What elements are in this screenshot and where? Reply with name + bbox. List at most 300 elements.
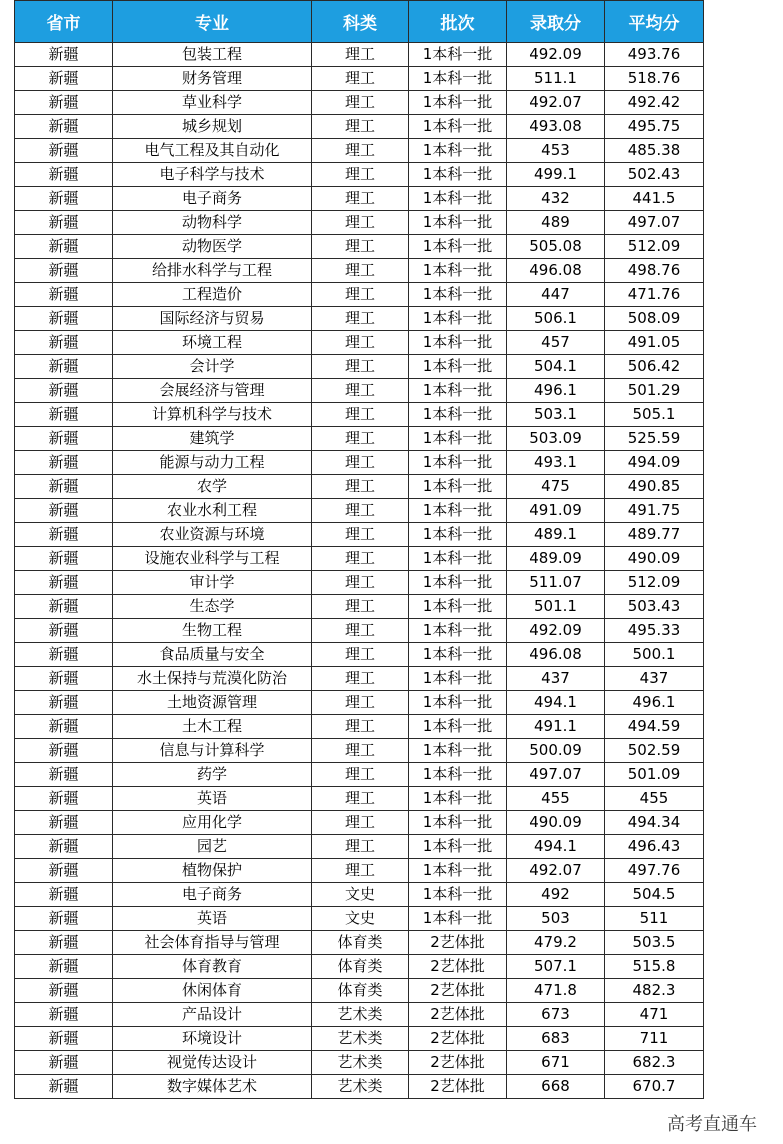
cell-province: 新疆 [15, 115, 113, 139]
cell-batch: 1本科一批 [409, 763, 507, 787]
cell-major: 农业资源与环境 [113, 523, 312, 547]
cell-category: 理工 [312, 571, 409, 595]
cell-major: 计算机科学与技术 [113, 403, 312, 427]
cell-major: 城乡规划 [113, 115, 312, 139]
cell-category: 理工 [312, 91, 409, 115]
watermark-text: 高考直通车 [667, 1114, 757, 1135]
cell-admission-score: 479.2 [507, 931, 605, 955]
cell-admission-score: 668 [507, 1075, 605, 1099]
table-row [15, 691, 704, 715]
cell-province: 新疆 [15, 43, 113, 67]
cell-average-score: 482.3 [605, 979, 704, 1003]
cell-admission-score: 503.1 [507, 403, 605, 427]
cell-average-score: 491.75 [605, 499, 704, 523]
cell-category: 理工 [312, 211, 409, 235]
cell-category: 理工 [312, 67, 409, 91]
cell-batch: 1本科一批 [409, 787, 507, 811]
cell-admission-score: 671 [507, 1051, 605, 1075]
cell-province: 新疆 [15, 499, 113, 523]
cell-category: 文史 [312, 907, 409, 931]
cell-major: 动物科学 [113, 211, 312, 235]
cell-province: 新疆 [15, 91, 113, 115]
cell-batch: 2艺体批 [409, 931, 507, 955]
cell-batch: 1本科一批 [409, 355, 507, 379]
cell-major: 动物医学 [113, 235, 312, 259]
cell-average-score: 441.5 [605, 187, 704, 211]
cell-major: 草业科学 [113, 91, 312, 115]
table-body [15, 43, 704, 1099]
table-row [15, 259, 704, 283]
table-row [15, 283, 704, 307]
header-row [15, 1, 704, 43]
cell-major: 财务管理 [113, 67, 312, 91]
cell-category: 理工 [312, 763, 409, 787]
cell-category: 理工 [312, 835, 409, 859]
cell-category: 体育类 [312, 955, 409, 979]
cell-admission-score: 507.1 [507, 955, 605, 979]
cell-major: 电子商务 [113, 883, 312, 907]
table-row [15, 547, 704, 571]
cell-batch: 2艺体批 [409, 979, 507, 1003]
cell-average-score: 512.09 [605, 235, 704, 259]
cell-province: 新疆 [15, 931, 113, 955]
cell-average-score: 496.43 [605, 835, 704, 859]
cell-category: 理工 [312, 523, 409, 547]
cell-admission-score: 503.09 [507, 427, 605, 451]
cell-average-score: 503.43 [605, 595, 704, 619]
cell-major: 国际经济与贸易 [113, 307, 312, 331]
cell-average-score: 485.38 [605, 139, 704, 163]
table-row [15, 811, 704, 835]
table-row [15, 907, 704, 931]
cell-average-score: 511 [605, 907, 704, 931]
table-row [15, 331, 704, 355]
cell-major: 工程造价 [113, 283, 312, 307]
cell-category: 理工 [312, 379, 409, 403]
cell-major: 农学 [113, 475, 312, 499]
cell-admission-score: 490.09 [507, 811, 605, 835]
cell-average-score: 682.3 [605, 1051, 704, 1075]
cell-batch: 1本科一批 [409, 331, 507, 355]
cell-batch: 1本科一批 [409, 427, 507, 451]
cell-admission-score: 501.1 [507, 595, 605, 619]
table-row [15, 955, 704, 979]
cell-category: 理工 [312, 139, 409, 163]
cell-average-score: 503.5 [605, 931, 704, 955]
table-row [15, 619, 704, 643]
cell-batch: 1本科一批 [409, 67, 507, 91]
cell-major: 能源与动力工程 [113, 451, 312, 475]
cell-average-score: 670.7 [605, 1075, 704, 1099]
cell-batch: 1本科一批 [409, 619, 507, 643]
cell-admission-score: 493.08 [507, 115, 605, 139]
cell-category: 艺术类 [312, 1003, 409, 1027]
cell-province: 新疆 [15, 835, 113, 859]
cell-average-score: 501.29 [605, 379, 704, 403]
cell-average-score: 494.34 [605, 811, 704, 835]
cell-major: 土木工程 [113, 715, 312, 739]
cell-category: 理工 [312, 475, 409, 499]
table-row [15, 979, 704, 1003]
cell-admission-score: 511.07 [507, 571, 605, 595]
cell-average-score: 501.09 [605, 763, 704, 787]
cell-admission-score: 492.09 [507, 43, 605, 67]
cell-province: 新疆 [15, 907, 113, 931]
cell-province: 新疆 [15, 811, 113, 835]
cell-province: 新疆 [15, 139, 113, 163]
cell-batch: 1本科一批 [409, 499, 507, 523]
table-row [15, 91, 704, 115]
cell-major: 会展经济与管理 [113, 379, 312, 403]
cell-admission-score: 503 [507, 907, 605, 931]
cell-major: 视觉传达设计 [113, 1051, 312, 1075]
cell-province: 新疆 [15, 331, 113, 355]
cell-batch: 1本科一批 [409, 691, 507, 715]
cell-admission-score: 457 [507, 331, 605, 355]
cell-average-score: 504.5 [605, 883, 704, 907]
cell-province: 新疆 [15, 571, 113, 595]
table-row [15, 883, 704, 907]
cell-batch: 1本科一批 [409, 283, 507, 307]
cell-admission-score: 673 [507, 1003, 605, 1027]
cell-average-score: 500.1 [605, 643, 704, 667]
cell-province: 新疆 [15, 187, 113, 211]
cell-province: 新疆 [15, 283, 113, 307]
cell-admission-score: 471.8 [507, 979, 605, 1003]
cell-province: 新疆 [15, 1003, 113, 1027]
cell-category: 理工 [312, 643, 409, 667]
cell-major: 生态学 [113, 595, 312, 619]
cell-batch: 1本科一批 [409, 91, 507, 115]
cell-average-score: 498.76 [605, 259, 704, 283]
table-row [15, 355, 704, 379]
cell-batch: 1本科一批 [409, 811, 507, 835]
table-row [15, 379, 704, 403]
cell-province: 新疆 [15, 1075, 113, 1099]
cell-category: 文史 [312, 883, 409, 907]
cell-major: 数字媒体艺术 [113, 1075, 312, 1099]
cell-category: 理工 [312, 691, 409, 715]
cell-admission-score: 494.1 [507, 691, 605, 715]
header-batch: 批次 [409, 1, 507, 43]
cell-average-score: 496.1 [605, 691, 704, 715]
cell-batch: 1本科一批 [409, 739, 507, 763]
cell-major: 英语 [113, 907, 312, 931]
table-row [15, 523, 704, 547]
cell-batch: 2艺体批 [409, 955, 507, 979]
table-row [15, 667, 704, 691]
cell-province: 新疆 [15, 715, 113, 739]
cell-batch: 1本科一批 [409, 571, 507, 595]
cell-province: 新疆 [15, 355, 113, 379]
cell-category: 体育类 [312, 931, 409, 955]
cell-category: 理工 [312, 307, 409, 331]
cell-average-score: 512.09 [605, 571, 704, 595]
cell-admission-score: 492 [507, 883, 605, 907]
table-row [15, 1003, 704, 1027]
cell-average-score: 495.75 [605, 115, 704, 139]
table-row [15, 163, 704, 187]
cell-major: 土地资源管理 [113, 691, 312, 715]
cell-batch: 1本科一批 [409, 379, 507, 403]
admission-scores-table [14, 0, 704, 1099]
cell-category: 理工 [312, 811, 409, 835]
header-province: 省市 [15, 1, 113, 43]
cell-province: 新疆 [15, 859, 113, 883]
cell-batch: 1本科一批 [409, 163, 507, 187]
cell-province: 新疆 [15, 379, 113, 403]
cell-category: 理工 [312, 115, 409, 139]
cell-major: 休闲体育 [113, 979, 312, 1003]
table-row [15, 43, 704, 67]
cell-admission-score: 506.1 [507, 307, 605, 331]
table-row [15, 595, 704, 619]
cell-batch: 1本科一批 [409, 667, 507, 691]
cell-major: 会计学 [113, 355, 312, 379]
cell-admission-score: 492.07 [507, 859, 605, 883]
cell-major: 建筑学 [113, 427, 312, 451]
cell-province: 新疆 [15, 739, 113, 763]
header-admission-score: 录取分 [507, 1, 605, 43]
cell-batch: 1本科一批 [409, 451, 507, 475]
cell-province: 新疆 [15, 643, 113, 667]
cell-major: 环境工程 [113, 331, 312, 355]
cell-average-score: 492.42 [605, 91, 704, 115]
table-row [15, 571, 704, 595]
cell-major: 植物保护 [113, 859, 312, 883]
cell-admission-score: 437 [507, 667, 605, 691]
cell-admission-score: 475 [507, 475, 605, 499]
cell-average-score: 505.1 [605, 403, 704, 427]
cell-province: 新疆 [15, 163, 113, 187]
cell-province: 新疆 [15, 523, 113, 547]
admission-table-container [14, 0, 703, 1099]
cell-average-score: 490.85 [605, 475, 704, 499]
cell-category: 理工 [312, 739, 409, 763]
cell-average-score: 493.76 [605, 43, 704, 67]
cell-major: 电子商务 [113, 187, 312, 211]
cell-province: 新疆 [15, 475, 113, 499]
cell-batch: 1本科一批 [409, 715, 507, 739]
cell-admission-score: 432 [507, 187, 605, 211]
cell-major: 农业水利工程 [113, 499, 312, 523]
table-row [15, 235, 704, 259]
cell-category: 艺术类 [312, 1051, 409, 1075]
cell-average-score: 471 [605, 1003, 704, 1027]
cell-batch: 1本科一批 [409, 883, 507, 907]
cell-category: 理工 [312, 619, 409, 643]
table-row [15, 835, 704, 859]
cell-batch: 1本科一批 [409, 643, 507, 667]
cell-province: 新疆 [15, 595, 113, 619]
cell-major: 电气工程及其自动化 [113, 139, 312, 163]
table-row [15, 307, 704, 331]
cell-province: 新疆 [15, 211, 113, 235]
cell-province: 新疆 [15, 403, 113, 427]
cell-major: 给排水科学与工程 [113, 259, 312, 283]
table-row [15, 1075, 704, 1099]
cell-batch: 2艺体批 [409, 1075, 507, 1099]
cell-admission-score: 683 [507, 1027, 605, 1051]
table-row [15, 451, 704, 475]
cell-average-score: 508.09 [605, 307, 704, 331]
cell-batch: 1本科一批 [409, 259, 507, 283]
table-row [15, 115, 704, 139]
cell-province: 新疆 [15, 955, 113, 979]
cell-category: 理工 [312, 451, 409, 475]
cell-major: 英语 [113, 787, 312, 811]
cell-average-score: 437 [605, 667, 704, 691]
cell-admission-score: 492.07 [507, 91, 605, 115]
cell-batch: 2艺体批 [409, 1051, 507, 1075]
table-row [15, 787, 704, 811]
cell-admission-score: 494.1 [507, 835, 605, 859]
cell-average-score: 497.07 [605, 211, 704, 235]
table-row [15, 859, 704, 883]
cell-province: 新疆 [15, 787, 113, 811]
cell-batch: 1本科一批 [409, 835, 507, 859]
table-row [15, 1027, 704, 1051]
cell-category: 理工 [312, 43, 409, 67]
header-average-score: 平均分 [605, 1, 704, 43]
table-row [15, 499, 704, 523]
cell-province: 新疆 [15, 1051, 113, 1075]
cell-province: 新疆 [15, 307, 113, 331]
cell-batch: 1本科一批 [409, 187, 507, 211]
table-row [15, 763, 704, 787]
cell-average-score: 494.09 [605, 451, 704, 475]
cell-category: 理工 [312, 283, 409, 307]
cell-batch: 1本科一批 [409, 523, 507, 547]
cell-category: 艺术类 [312, 1075, 409, 1099]
cell-category: 理工 [312, 331, 409, 355]
table-row [15, 67, 704, 91]
cell-category: 理工 [312, 403, 409, 427]
cell-average-score: 489.77 [605, 523, 704, 547]
cell-major: 体育教育 [113, 955, 312, 979]
cell-admission-score: 489.09 [507, 547, 605, 571]
cell-province: 新疆 [15, 1027, 113, 1051]
cell-major: 园艺 [113, 835, 312, 859]
cell-major: 社会体育指导与管理 [113, 931, 312, 955]
cell-major: 生物工程 [113, 619, 312, 643]
cell-average-score: 711 [605, 1027, 704, 1051]
cell-category: 理工 [312, 163, 409, 187]
table-row [15, 1051, 704, 1075]
cell-category: 艺术类 [312, 1027, 409, 1051]
cell-major: 食品质量与安全 [113, 643, 312, 667]
cell-batch: 1本科一批 [409, 307, 507, 331]
cell-admission-score: 499.1 [507, 163, 605, 187]
cell-category: 理工 [312, 667, 409, 691]
cell-admission-score: 496.08 [507, 643, 605, 667]
cell-category: 理工 [312, 427, 409, 451]
cell-average-score: 518.76 [605, 67, 704, 91]
cell-admission-score: 447 [507, 283, 605, 307]
cell-major: 电子科学与技术 [113, 163, 312, 187]
cell-category: 理工 [312, 259, 409, 283]
table-row [15, 931, 704, 955]
cell-category: 理工 [312, 715, 409, 739]
cell-admission-score: 500.09 [507, 739, 605, 763]
cell-average-score: 515.8 [605, 955, 704, 979]
cell-category: 理工 [312, 187, 409, 211]
cell-average-score: 506.42 [605, 355, 704, 379]
cell-batch: 1本科一批 [409, 139, 507, 163]
cell-major: 设施农业科学与工程 [113, 547, 312, 571]
cell-admission-score: 496.08 [507, 259, 605, 283]
cell-batch: 1本科一批 [409, 595, 507, 619]
cell-province: 新疆 [15, 547, 113, 571]
cell-province: 新疆 [15, 259, 113, 283]
cell-major: 信息与计算科学 [113, 739, 312, 763]
table-row [15, 187, 704, 211]
table-row [15, 211, 704, 235]
cell-admission-score: 504.1 [507, 355, 605, 379]
cell-major: 环境设计 [113, 1027, 312, 1051]
cell-category: 理工 [312, 355, 409, 379]
cell-province: 新疆 [15, 763, 113, 787]
cell-category: 理工 [312, 859, 409, 883]
header-category: 科类 [312, 1, 409, 43]
cell-batch: 1本科一批 [409, 115, 507, 139]
cell-admission-score: 491.1 [507, 715, 605, 739]
cell-major: 审计学 [113, 571, 312, 595]
cell-province: 新疆 [15, 235, 113, 259]
table-header [15, 1, 704, 43]
cell-average-score: 497.76 [605, 859, 704, 883]
cell-batch: 2艺体批 [409, 1003, 507, 1027]
cell-average-score: 494.59 [605, 715, 704, 739]
cell-province: 新疆 [15, 667, 113, 691]
table-row [15, 403, 704, 427]
cell-average-score: 525.59 [605, 427, 704, 451]
cell-admission-score: 493.1 [507, 451, 605, 475]
cell-admission-score: 491.09 [507, 499, 605, 523]
cell-batch: 1本科一批 [409, 547, 507, 571]
cell-category: 理工 [312, 595, 409, 619]
cell-major: 水土保持与荒漠化防治 [113, 667, 312, 691]
cell-average-score: 495.33 [605, 619, 704, 643]
cell-admission-score: 492.09 [507, 619, 605, 643]
cell-province: 新疆 [15, 979, 113, 1003]
cell-admission-score: 455 [507, 787, 605, 811]
cell-category: 理工 [312, 787, 409, 811]
cell-average-score: 455 [605, 787, 704, 811]
cell-admission-score: 489 [507, 211, 605, 235]
cell-admission-score: 511.1 [507, 67, 605, 91]
cell-category: 理工 [312, 547, 409, 571]
cell-province: 新疆 [15, 883, 113, 907]
cell-average-score: 502.43 [605, 163, 704, 187]
table-row [15, 139, 704, 163]
cell-major: 包装工程 [113, 43, 312, 67]
cell-average-score: 491.05 [605, 331, 704, 355]
cell-province: 新疆 [15, 691, 113, 715]
cell-batch: 1本科一批 [409, 907, 507, 931]
cell-admission-score: 497.07 [507, 763, 605, 787]
cell-batch: 1本科一批 [409, 43, 507, 67]
cell-province: 新疆 [15, 427, 113, 451]
cell-major: 产品设计 [113, 1003, 312, 1027]
table-row [15, 427, 704, 451]
cell-major: 药学 [113, 763, 312, 787]
cell-category: 体育类 [312, 979, 409, 1003]
cell-category: 理工 [312, 499, 409, 523]
table-row [15, 739, 704, 763]
cell-province: 新疆 [15, 67, 113, 91]
cell-province: 新疆 [15, 451, 113, 475]
